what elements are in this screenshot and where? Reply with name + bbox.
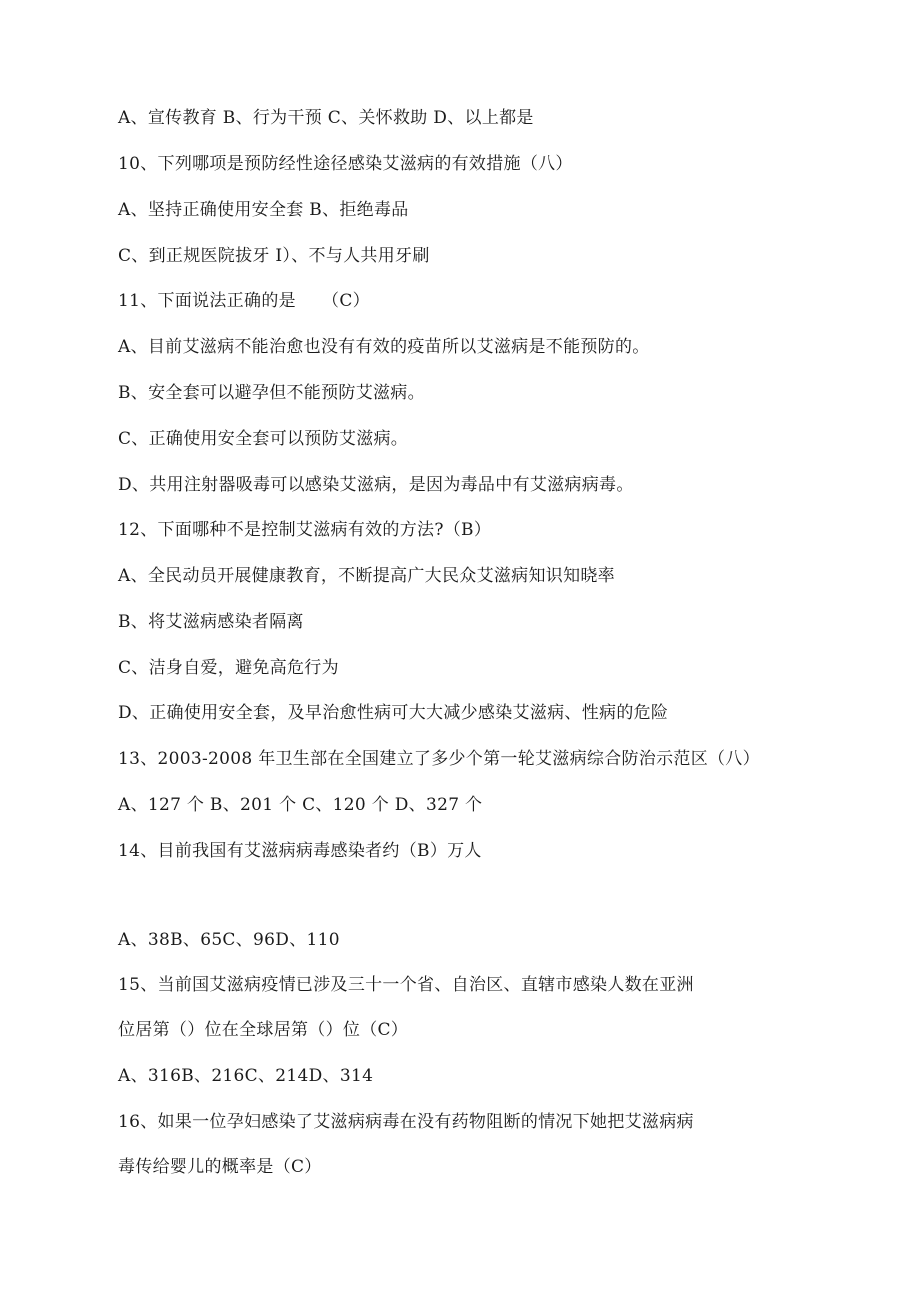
text-line: A、127 个 B、201 个 C、120 个 D、327 个 [118,795,483,815]
text-line: A、全民动员开展健康教育，不断提高广大民众艾滋病知识知晓率 [118,566,615,586]
text-line: A、316B、216C、214D、314 [118,1066,374,1086]
question-15: 15、当前国艾滋病疫情已涉及三十一个省、自治区、直辖市感染人数在亚洲 [118,975,694,995]
text-line: D、共用注射器吸毒可以感染艾滋病，是因为毒品中有艾滋病病毒。 [118,475,634,495]
question-14: 14、目前我国有艾滋病病毒感染者约（B）万人 [118,841,482,861]
question-13: 13、2003-2008 年卫生部在全国建立了多少个第一轮艾滋病综合防治示范区（八） [118,749,760,769]
text-line: A、宣传教育 B、行为干预 C、关怀救助 D、以上都是 [118,108,534,128]
text-line: A、目前艾滋病不能治愈也没有有效的疫苗所以艾滋病是不能预防的。 [118,337,650,357]
text-line: 位居第（）位在全球居第（）位（C） [118,1020,409,1040]
text-line: B、将艾滋病感染者隔离 [118,612,304,632]
text-line: A、坚持正确使用安全套 B、拒绝毒品 [118,200,409,220]
question-11: 11、下面说法正确的是 （C） [118,291,370,311]
text-line: A、38B、65C、96D、110 [118,930,340,950]
text-line: C、洁身自爱，避免高危行为 [118,658,339,678]
text-line: B、安全套可以避孕但不能预防艾滋病。 [118,383,425,403]
text-line: D、正确使用安全套，及早治愈性病可大大减少感染艾滋病、性病的危险 [118,703,669,723]
text-line: 毒传给婴儿的概率是（C） [118,1157,322,1177]
question-12: 12、下面哪种不是控制艾滋病有效的方法?（B） [118,520,492,540]
text-line: C、正确使用安全套可以预防艾滋病。 [118,429,409,449]
text-line: C、到正规医院拔牙 I）、不与人共用牙刷 [118,246,430,266]
question-16: 16、如果一位孕妇感染了艾滋病病毒在没有药物阻断的情况下她把艾滋病病 [118,1112,694,1132]
question-10: 10、下列哪项是预防经性途径感染艾滋病的有效措施（八） [118,154,573,174]
